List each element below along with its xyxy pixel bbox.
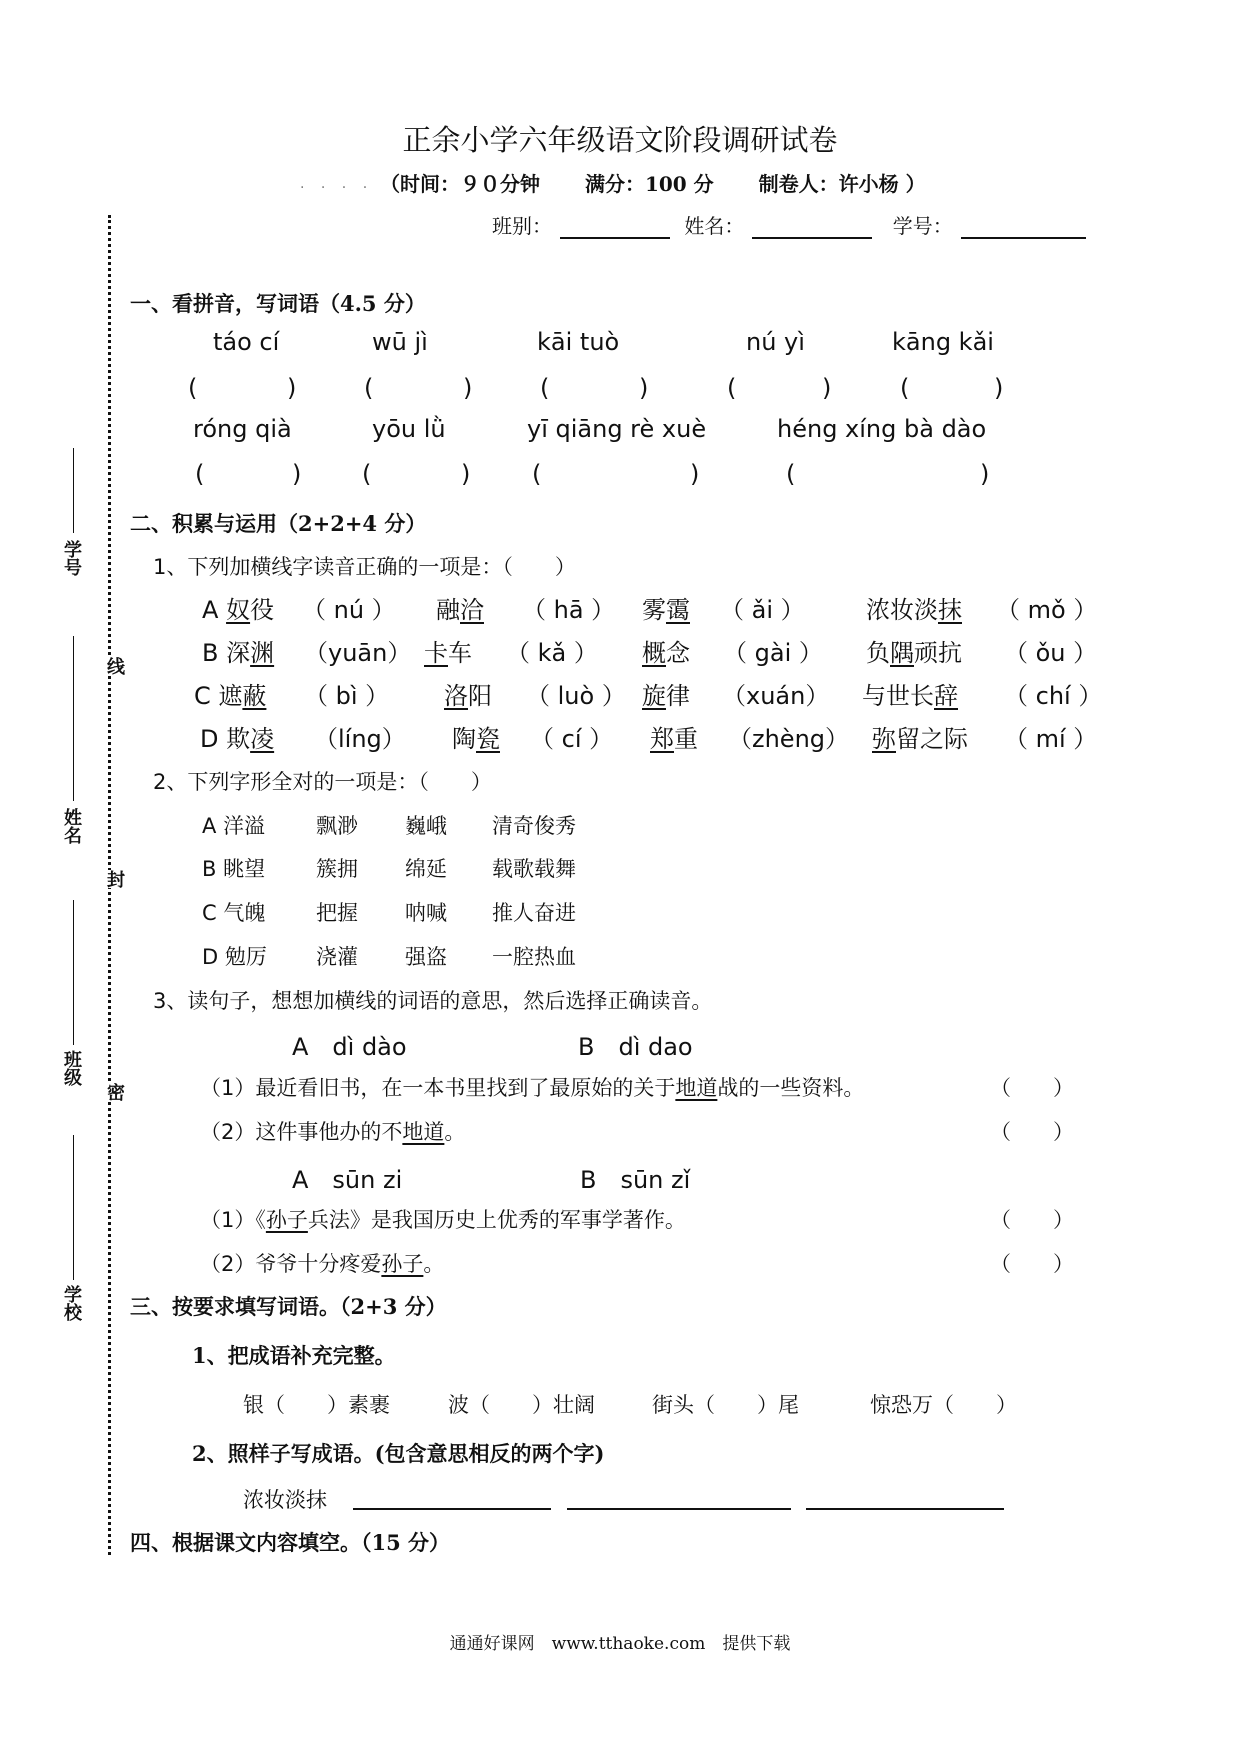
pinyin-item: yōu lǜ: [372, 415, 446, 443]
name-label: 姓名：: [684, 214, 745, 238]
answer-line[interactable]: [567, 1508, 791, 1510]
answer-line[interactable]: [353, 1508, 551, 1510]
pinyin-item: wū jì: [372, 328, 428, 356]
q2-option-c[interactable]: C 气魄 把握 呐喊 推人奋进: [202, 901, 576, 925]
side-label-school: 学校: [61, 1285, 82, 1321]
option-a[interactable]: A 奴役: [202, 596, 275, 624]
name-blank[interactable]: [752, 217, 872, 239]
option-letter: A: [202, 596, 219, 624]
side-label-class: 班级: [61, 1050, 82, 1086]
option-c[interactable]: C 遮蔽: [194, 682, 267, 710]
answer-paren-close: ): [690, 460, 700, 488]
answer-paren-close: ): [994, 374, 1004, 402]
option-b[interactable]: B 深渊: [202, 639, 275, 667]
pinyin-item: yī qiāng rè xuè: [527, 415, 707, 443]
option-letter: D: [200, 725, 219, 753]
page-title: 正余小学六年级语文阶段调研试卷: [402, 123, 838, 157]
side-line-class: [73, 900, 74, 1045]
side-line-school: [73, 1135, 74, 1280]
pinyin-item: héng xíng bà dào: [777, 415, 987, 443]
sentence-3: （1）《孙子兵法》是我国历史上优秀的军事学著作。: [200, 1208, 686, 1232]
answer-line[interactable]: [806, 1508, 1004, 1510]
answer-paren-open: (: [786, 460, 796, 488]
side-mark-xian: 线: [101, 657, 127, 675]
q2-option-b[interactable]: B 眺望 簇拥 绵延 载歌载舞: [202, 857, 576, 881]
sentence-2: （2）这件事他办的不地道。: [200, 1120, 466, 1144]
reading-option-b: B sūn zǐ: [580, 1166, 691, 1194]
answer-paren-close: ): [980, 460, 990, 488]
student-info: [492, 210, 1094, 239]
footer-text: 通通好课网 www.tthaoke.com 提供下载: [449, 1634, 791, 1654]
section-4-title: 四、根据课文内容填空。（15 分）: [130, 1530, 451, 1555]
option-letter: C: [194, 682, 211, 710]
answer-paren-open: (: [362, 460, 372, 488]
answer-paren-open: (: [195, 460, 205, 488]
option-d[interactable]: D 欺凌: [200, 725, 275, 753]
idiom-fill[interactable]: 波（ ）壮阔: [448, 1393, 595, 1417]
q2-option-d[interactable]: D 勉厉 浇灌 强盗 一腔热血: [202, 945, 576, 969]
author-info: 制卷人：许小杨 ）: [758, 172, 926, 196]
question-2-1: 1、下列加横线字读音正确的一项是：（ ）: [153, 555, 576, 579]
answer-paren-close: ): [639, 374, 649, 402]
id-label: 学号：: [892, 214, 953, 238]
pinyin-item: nú yì: [746, 328, 805, 356]
reading-option-a: A dì dào: [292, 1033, 407, 1061]
question-2-2: 2、下列字形全对的一项是：（ ）: [153, 770, 492, 794]
answer-paren-open: (: [900, 374, 910, 402]
idiom-fill[interactable]: 街头（ ）尾: [652, 1393, 799, 1417]
decorative-dots: . . . .: [300, 176, 374, 192]
reading-option-b: B dì dao: [578, 1033, 693, 1061]
pinyin-item: kāi tuò: [537, 328, 620, 356]
idiom-fill[interactable]: 银（ ）素裹: [243, 1393, 390, 1417]
sentence-1: （1）最近看旧书，在一本书里找到了最原始的关于地道战的一些资料。: [200, 1076, 865, 1100]
class-label: 班别：: [492, 214, 552, 238]
answer-paren-close: ): [461, 460, 471, 488]
option-letter: B: [202, 639, 219, 667]
pinyin-item: róng qià: [193, 415, 292, 443]
section-1-title: 一、看拼音，写词语（4.5 分）: [130, 291, 426, 316]
answer-blank[interactable]: （ ）: [990, 1252, 1074, 1276]
side-label-id: 学号: [61, 540, 82, 576]
answer-paren-open: (: [188, 374, 198, 402]
question-3-2: 2、照样子写成语。(包含意思相反的两个字): [192, 1441, 605, 1466]
answer-blank[interactable]: （ ）: [990, 1208, 1074, 1232]
pinyin-item: kāng kǎi: [892, 328, 994, 356]
reading-option-a: A sūn zi: [292, 1166, 403, 1194]
score-info: 满分：100 分: [584, 172, 714, 196]
side-line-name: [73, 636, 74, 801]
q2-option-a[interactable]: A 洋溢 飘渺 巍峨 清奇俊秀: [202, 814, 576, 838]
time-info: （时间：９０分钟: [380, 172, 540, 196]
answer-paren-open: (: [727, 374, 737, 402]
answer-blank[interactable]: （ ）: [990, 1120, 1074, 1144]
sentence-4: （2）爷爷十分疼爱孙子。: [200, 1252, 445, 1276]
answer-paren-close: ): [463, 374, 473, 402]
answer-blank[interactable]: （ ）: [990, 1076, 1074, 1100]
example-idiom: 浓妆淡抹: [243, 1488, 327, 1512]
side-line-id: [73, 448, 74, 533]
question-3-1: 1、把成语补充完整。: [192, 1343, 396, 1368]
answer-paren-open: (: [540, 374, 550, 402]
exam-meta: [380, 168, 964, 197]
section-3-title: 三、按要求填写词语。（2+3 分）: [130, 1294, 447, 1319]
idiom-fill[interactable]: 惊恐万（ ）: [870, 1393, 1017, 1417]
section-2-title: 二、积累与运用（2+2+4 分）: [130, 511, 427, 536]
answer-paren-open: (: [532, 460, 542, 488]
answer-paren-close: ): [287, 374, 297, 402]
side-label-name: 姓名: [61, 808, 82, 844]
side-mark-mi: 密: [101, 1083, 127, 1101]
question-2-3: 3、读句子，想想加横线的词语的意思，然后选择正确读音。: [153, 989, 713, 1013]
side-mark-feng: 封: [101, 870, 127, 888]
answer-paren-close: ): [822, 374, 832, 402]
class-blank[interactable]: [560, 217, 670, 239]
pinyin-item: táo cí: [213, 328, 280, 356]
answer-paren-open: (: [364, 374, 374, 402]
answer-paren-close: ): [292, 460, 302, 488]
id-blank[interactable]: [961, 217, 1086, 239]
